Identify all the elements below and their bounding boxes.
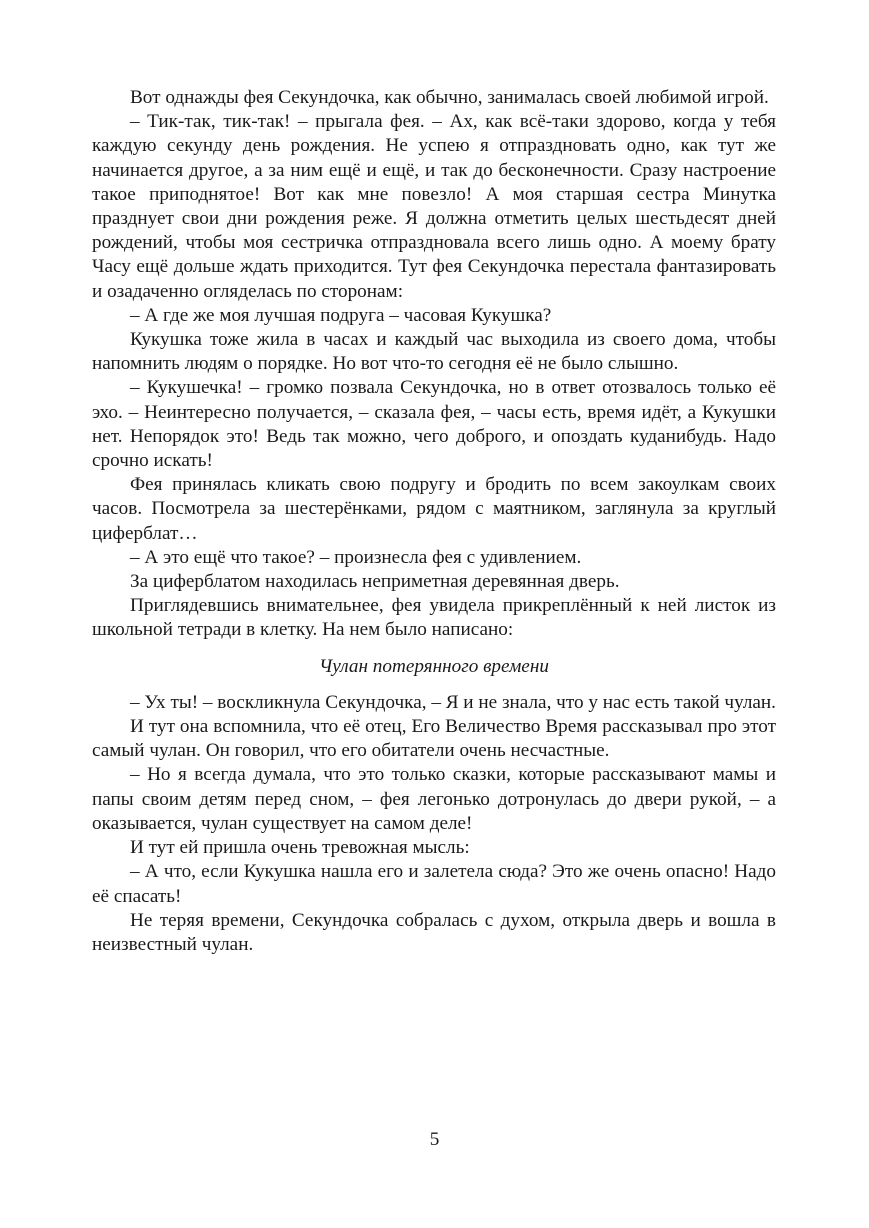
paragraph: Кукушка тоже жила в часах и каждый час выходила из своего дома, чтобы напомнить людям о порядке. Но вот что-то сегодня её не было слышно.	[92, 329, 776, 375]
paragraph: – Тик-так, тик-так! – прыгала фея. – Ах, как всё-таки здорово, когда у тебя каждую секунду день рождения. Не успею я отпраздновать одно, как тут же начинается другое, а за ним ещё и ещё, и так до бесконечности. Сразу настроение такое приподнятое! Вот как мне повезло! А моя старшая сестра Минутка празднует свои дни рождения реже. Я должна отметить целых шестьдесят дней рождений, чтобы моя сестричка отпраздновала всего лишь одно. А моему брату Часу ещё дольше ждать приходится. Тут фея Секундочка перестала фантазировать и озадаченно огляделась по сторонам:	[92, 111, 776, 302]
paragraph: – А что, если Кукушка нашла его и залетела сюда? Это же очень опасно! Надо её спасать!	[92, 861, 776, 907]
section-heading: Чулан потерянного времени	[319, 655, 549, 677]
text-block	[92, 86, 776, 957]
paragraph: И тут она вспомнила, что её отец, Его Величество Время рассказывал про этот самый чулан. Он говорил, что его обитатели очень несчастные.	[92, 716, 776, 762]
paragraph: – Кукушечка! – громко позвала Секундочка, но в ответ отозвалось только её эхо. – Неинтересно получается, – сказала фея, – часы есть, время идёт, а Кукушки нет. Непорядок это! Ведь так можно, чего доброго, и опоздать куданибудь. Надо срочно искать!	[92, 377, 776, 472]
paragraph: Приглядевшись внимательнее, фея увидела прикреплённый к ней листок из школьной тетради в клетку. На нем было написано:	[92, 595, 776, 641]
paragraph: Не теряя времени, Секундочка собралась с духом, открыла дверь и вошла в неизвестный чулан.	[92, 909, 776, 955]
page-number: 5	[429, 1129, 440, 1150]
paragraph: И тут ей пришла очень тревожная мысль:	[130, 837, 470, 859]
paragraph: За циферблатом находилась неприметная деревянная дверь.	[130, 571, 620, 593]
paragraph: Фея принялась кликать свою подругу и бродить по всем закоулкам своих часов. Посмотрела за шестерёнками, рядом с маятником, заглянула за круглый циферблат…	[92, 474, 776, 544]
paragraph: – Но я всегда думала, что это только сказки, которые рассказывают мамы и папы своим детям перед сном, – фея легонько дотронулась до двери рукой, – а оказывается, чулан существует на самом деле!	[92, 764, 776, 834]
paragraph: – А где же моя лучшая подруга – часовая Кукушка?	[130, 304, 552, 326]
paragraph: Вот однажды фея Секундочка, как обычно, занималась своей любимой игрой.	[130, 87, 769, 108]
paragraph: – Ух ты! – воскликнула Секундочка, – Я и не знала, что у нас есть такой чулан.	[130, 691, 776, 713]
paragraph: – А это ещё что такое? – произнесла фея с удивлением.	[130, 546, 582, 568]
